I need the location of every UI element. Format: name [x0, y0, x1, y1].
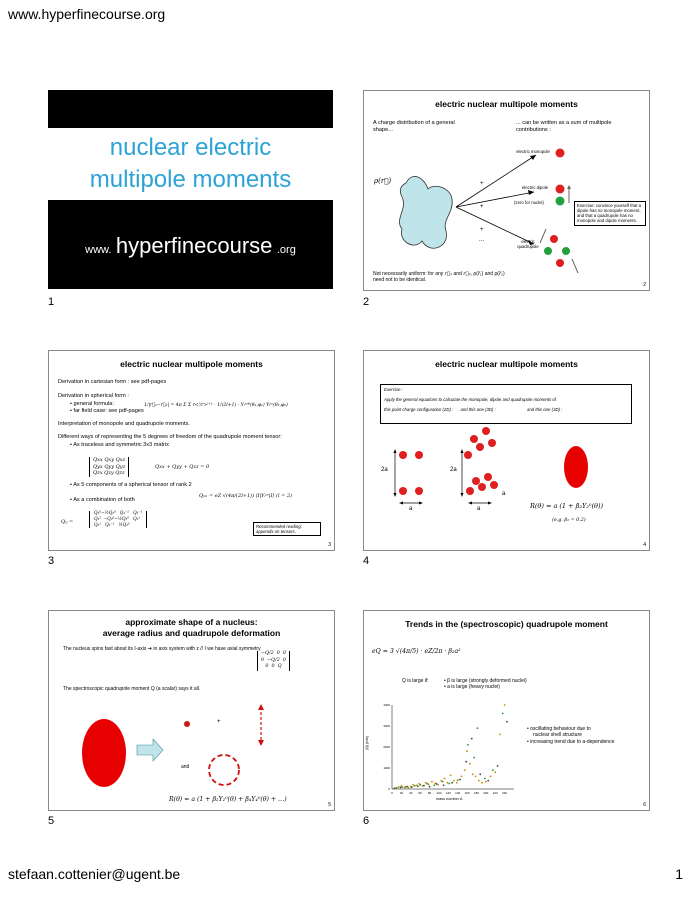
chart-point — [471, 738, 473, 740]
slide-3-cartesian-matrix: Qxx Qxy Qxz Qyx Qyy Qyz Qzx Qzy Qzz — [89, 457, 129, 477]
chart-point — [492, 769, 494, 771]
x-tick-label: 200 — [483, 791, 489, 795]
slide-6-xlabel: mass number A — [436, 797, 463, 801]
footer-page-number: 1 — [675, 866, 683, 882]
chart-point — [433, 784, 435, 786]
slide-3-title: electric nuclear multipole moments — [120, 359, 263, 369]
slide-4-label-2a-left: 2a — [381, 467, 388, 473]
slide-4-label-a-right: a — [477, 506, 481, 512]
chart-point — [396, 787, 398, 789]
slide-4-label-2a-right: 2a — [450, 467, 457, 473]
chart-point — [469, 763, 471, 765]
chart-point — [484, 778, 486, 780]
slide-2-exercise-box: Exercise: convince yourself that a dipole has no monopole moment, and that a quadrupole has no monopole and dipole moments. — [574, 201, 646, 226]
slide-2-plus-3: + — [480, 227, 484, 233]
slide-2-diagram — [364, 91, 649, 290]
slide-3-qij: Qᵢⱼ = — [61, 519, 74, 525]
y-tick-label: 3000 — [383, 724, 390, 728]
slide-6-chart — [364, 611, 649, 810]
chart-point — [436, 783, 438, 785]
chart-point — [456, 782, 458, 784]
chart-point — [479, 773, 481, 775]
slide-3-number: 3 — [48, 555, 55, 567]
slide-6-formula: eQ = 3 √(4π/5) · eZ/2π · β₂a² — [372, 648, 461, 655]
chart-point — [499, 734, 501, 736]
chart-point — [443, 784, 445, 786]
x-tick-label: 40 — [409, 791, 413, 795]
chart-point — [506, 721, 508, 723]
slide-5-line2: The spectroscopic quadrupole moment Q (a scalar) says it all. — [63, 686, 201, 692]
slide-2-label-dipole-note: (zero for nuclei) — [514, 200, 544, 205]
chart-point — [467, 744, 469, 746]
slide-1-url: www. hyperfinecourse .org — [85, 233, 296, 258]
chart-point — [478, 780, 480, 782]
chart-point — [504, 704, 506, 706]
chart-point — [448, 783, 450, 785]
slide-5[interactable] — [48, 610, 335, 811]
x-tick-label: 140 — [455, 791, 461, 795]
chart-point — [481, 782, 483, 784]
chart-point — [494, 771, 496, 773]
slide-1-title: nuclear electric multipole moments — [89, 134, 292, 194]
slide-2-right-text: ... can be written as a sum of multipole contributions : — [516, 120, 612, 134]
slide-6-number: 6 — [363, 815, 370, 827]
slide-4-label-a-diagonal: a — [502, 491, 506, 497]
x-tick-label: 0 — [391, 791, 393, 795]
slide-2[interactable] — [363, 90, 650, 291]
chart-point — [475, 776, 477, 778]
dashed-circle — [209, 755, 239, 785]
slide-5-number: 5 — [48, 815, 55, 827]
slide-2-footnote: Not necessarily uniform: for any r⃗₁ and r⃗₂, ρ(r⃗₁) and ρ(r⃗₂) need not to be identical. — [373, 271, 505, 284]
chart-point — [419, 784, 421, 786]
chart-point — [451, 782, 453, 784]
chart-point — [490, 776, 492, 778]
slide-6-notes: • oscillating behaviour due to nuclear shell structure • increasing trend due to a-dependence — [527, 726, 615, 745]
slide-4-eg: (e.g. β₂ = 0.2) — [552, 518, 586, 523]
chart-point — [444, 778, 446, 780]
slide-2-label-dipole: electric dipole — [521, 185, 549, 190]
chart-point — [473, 757, 475, 759]
slide-4-label-a-left: a — [409, 506, 413, 512]
x-tick-label: 180 — [473, 791, 479, 795]
slide-1-number: 1 — [48, 296, 55, 308]
chart-point — [417, 785, 419, 787]
slide-6-bullets: • β is large (strongly deformed nuclei) • a is large (heavy nuclei) — [444, 678, 527, 691]
y-tick-label: 1000 — [383, 766, 390, 770]
x-tick-label: 100 — [436, 791, 442, 795]
slide-4-exercise-box: Exercise : Apply the general equations to calculate the monopole, dipole and quadrupole moments of this point charge configuration (2D) : and this one (3D) : and this one (3D) : — [380, 384, 632, 424]
slide-2-label-quadrupole: electric quadrupole — [517, 239, 539, 250]
chart-point — [485, 781, 487, 783]
chart-point — [405, 786, 407, 788]
slide-5-matrix: −Q/2 0 0 0 −Q/2 0 0 0 Q — [257, 651, 290, 671]
x-tick-label: 220 — [492, 791, 498, 795]
chart-point — [453, 780, 455, 782]
slide-3-general-formula: 1/|r⃗₁−r⃗₂| = 4π Σ Σ r<ˡ/r>ˡ⁺¹ · 1/(2l+1) · Yₗᵐ*(θ₁,φ₁) Yₗᵐ(θ₂,φ₂) — [144, 403, 288, 408]
arrow-right — [137, 739, 163, 761]
chart-point — [466, 750, 468, 752]
slide-3-combo-matrix: Q₂⁰−½Q₂⁰ Q₂⁻² Q₂⁻¹ Q₂² −Q₂⁰−½Q₂⁰ Q₂¹ Q₂¹ Q₂⁻¹ ½Q₂⁰ — [89, 511, 147, 528]
chart-point — [426, 783, 428, 785]
slide-3-corner-number: 3 — [328, 542, 331, 548]
slide-4-corner-number: 4 — [643, 542, 646, 548]
chart-point — [400, 787, 402, 789]
chart-point — [411, 786, 413, 788]
slide-2-corner-number: 2 — [643, 282, 646, 288]
chart-point — [401, 786, 403, 788]
slide-4-title: electric nuclear multipole moments — [435, 359, 578, 369]
chart-point — [423, 785, 425, 787]
deformed-nucleus — [564, 446, 588, 488]
slide-5-corner-number: 5 — [328, 802, 331, 808]
header-url: www.hyperfinecourse.org — [8, 6, 166, 22]
dipole-minus-charge — [556, 197, 565, 206]
chart-point — [459, 779, 461, 781]
chart-point — [457, 779, 459, 781]
slide-2-plus-1: + — [480, 181, 484, 187]
slide-2-rho-label: ρ(r⃗) — [374, 177, 392, 185]
x-tick-label: 60 — [418, 791, 422, 795]
slide-6-ylabel: |Q| (mb) — [364, 736, 369, 750]
chart-point — [450, 774, 452, 776]
chart-point — [472, 773, 474, 775]
chart-point — [398, 786, 400, 788]
chart-point — [502, 713, 504, 715]
chart-point — [446, 782, 448, 784]
y-tick-label: 2000 — [383, 745, 390, 749]
slide-2-title: electric nuclear multipole moments — [435, 99, 578, 109]
slide-3-combination-item: • As a combination of both — [70, 497, 135, 503]
x-tick-label: 120 — [445, 791, 451, 795]
chart-point — [464, 769, 466, 771]
slide-6[interactable] — [363, 610, 650, 811]
chart-point — [477, 727, 479, 729]
x-tick-label: 80 — [427, 791, 432, 795]
prolate-nucleus — [82, 719, 126, 787]
dipole-plus-charge — [556, 185, 565, 194]
slide-2-plus-2: + — [480, 204, 484, 210]
slide-3-qlm: Qₗₘ = eZ √(4π/(2l+1)) ⟨I|Yₗᵐ|I⟩ (l = 2) — [199, 493, 293, 499]
slide-4-formula: R(θ) = a (1 + β₂Y₂⁰(θ)) — [530, 502, 604, 510]
slide-6-corner-number: 6 — [643, 802, 646, 808]
slide-3-trace: Qxx + Qyy + Qzz = 0 — [155, 464, 210, 470]
slide-1[interactable] — [48, 90, 333, 289]
slide-3-body: Derivation in cartesian form : see pdf-pages Derivation in spherical form : • general formula: • far field case: see pdf-pages Interpretation of monopole and quadrupole moments. Different ways of representing the 5 degrees of freedom of the quadrupole moment tensor: • As traceless and symmetric 3x3 matrix — [58, 379, 282, 448]
x-tick-label: 20 — [399, 791, 404, 795]
chart-point — [487, 780, 489, 782]
slide-4[interactable] — [363, 350, 650, 551]
slide-2-number: 2 — [363, 296, 370, 308]
slide-5-diagram — [49, 611, 334, 810]
chart-point — [393, 787, 395, 789]
slide-3[interactable] — [48, 350, 335, 551]
chart-point — [431, 781, 433, 783]
footer-email: stefaan.cottenier@ugent.be — [8, 866, 181, 882]
slide-3-reading-box: Recommended reading: appendix on tensors. — [253, 522, 321, 536]
slide-5-and: and — [181, 764, 190, 770]
slide-4-diagram — [364, 351, 649, 550]
charge-blob — [399, 176, 452, 248]
x-tick-label: 240 — [502, 791, 508, 795]
slide-6-title: Trends in the (spectroscopic) quadrupole moment — [405, 619, 608, 629]
chart-point — [461, 776, 463, 778]
chart-point — [429, 786, 431, 788]
slide-5-line1: The nucleus spins fast about its I-axis ➔ in axis system with z // I we have axial symmetry — [63, 646, 261, 652]
slide-2-label-monopole: electric monopole — [516, 149, 550, 154]
chart-point — [414, 785, 416, 787]
slide-6-q-large: Q is large if: — [402, 678, 429, 684]
slide-5-formula: R(θ) = a (1 + β₂Y₂⁰(θ) + β₄Y₄⁰(θ) + …) — [169, 796, 287, 803]
slide-5-plus: + — [217, 719, 221, 725]
slide-4-number: 4 — [363, 555, 370, 567]
chart-point — [465, 761, 467, 763]
y-tick-label: 4000 — [383, 703, 390, 707]
chart-point — [442, 781, 444, 783]
x-tick-label: 160 — [464, 791, 470, 795]
monopole-charge — [556, 149, 565, 158]
slide-2-left-text: A charge distribution of a general shape... — [373, 120, 455, 134]
slide-3-spherical-item: • As 5 components of a spherical tensor of rank 2 — [70, 482, 192, 488]
slide-2-dots: ... — [479, 237, 485, 243]
chart-point — [497, 765, 499, 767]
slide-5-title: approximate shape of a nucleus: average radius and quadrupole deformation — [102, 617, 281, 638]
y-tick-label: 0 — [388, 787, 390, 791]
